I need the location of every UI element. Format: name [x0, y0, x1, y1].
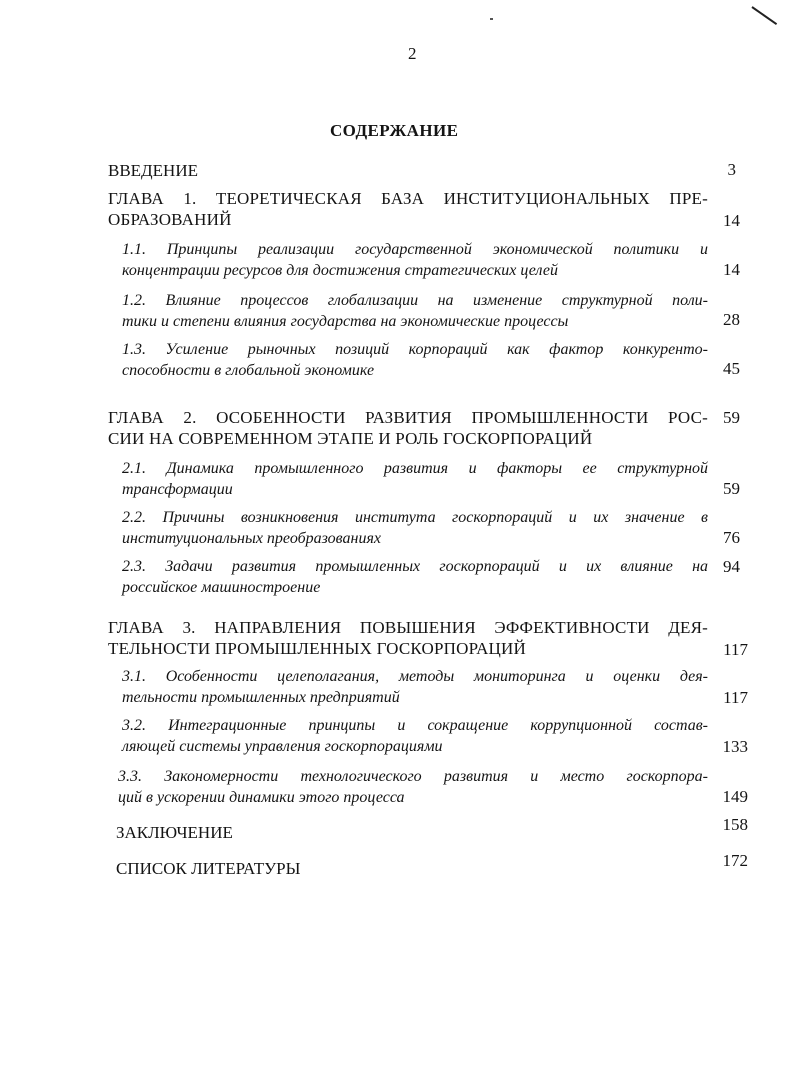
entry-line: ций в ускорении динамики этого процесса [118, 789, 405, 806]
entry-line: российское машиностроение [122, 579, 321, 596]
page-ref: 3 [727, 160, 736, 179]
entry-line: 2.1. Динамика промышленного развития и факторы ее структурной [122, 460, 708, 477]
entry-line: ГЛАВА 3. НАПРАВЛЕНИЯ ПОВЫШЕНИЯ ЭФФЕКТИВНОСТИ ДЕЯ- [108, 618, 708, 637]
page-ref: 94 [723, 557, 740, 576]
entry-line: институциональных преобразованиях [122, 530, 381, 547]
page-ref: 117 [723, 640, 748, 659]
entry-line: 3.3. Закономерности технологического развития и место госкорпора- [118, 768, 708, 785]
entry-line: способности в глобальной экономике [122, 362, 375, 379]
scan-mark [751, 6, 777, 25]
toc-entry-bibliography [116, 858, 300, 879]
entry-line: 3.1. Особенности целеполагания, методы мониторинга и оценки дея- [122, 668, 708, 685]
page-ref: 59 [723, 479, 740, 498]
toc-entry-section-1-1 [122, 239, 708, 281]
toc-entry-section-3-3 [118, 766, 708, 808]
page-ref: 172 [722, 851, 748, 870]
entry-line: тики и степени влияния государства на экономические процессы [122, 313, 569, 330]
entry-line: 2.2. Причины возникновения института госкорпораций и их значение в [122, 509, 708, 526]
page-ref: 76 [723, 528, 740, 547]
page-ref: 149 [722, 787, 748, 806]
page-ref: 45 [723, 359, 740, 378]
toc-entry-section-2-3 [122, 556, 708, 598]
toc-entry-section-3-1 [122, 666, 708, 708]
toc-entry-chapter-2 [108, 407, 708, 449]
entry-line: тельности промышленных предприятий [122, 689, 400, 706]
toc-entry-chapter-3 [108, 617, 708, 659]
page-ref: 14 [723, 260, 740, 279]
entry-text: ВВЕДЕНИЕ [108, 161, 198, 180]
entry-line: 3.2. Интеграционные принципы и сокращение коррупционной состав- [122, 717, 708, 734]
entry-line: ТЕЛЬНОСТИ ПРОМЫШЛЕННЫХ ГОСКОРПОРАЦИЙ [108, 639, 526, 658]
entry-line: 1.2. Влияние процессов глобализации на изменение структурной поли- [122, 292, 708, 309]
scan-speck [490, 18, 493, 20]
entry-line: 1.3. Усиление рыночных позиций корпораций как фактор конкуренто- [122, 341, 708, 358]
page-ref: 59 [723, 408, 740, 427]
toc-entry-conclusion [116, 822, 233, 843]
entry-line: ГЛАВА 1. ТЕОРЕТИЧЕСКАЯ БАЗА ИНСТИТУЦИОНАЛЬНЫХ ПРЕ- [108, 189, 708, 208]
toc-entry-section-2-1 [122, 458, 708, 500]
entry-line: концентрации ресурсов для достижения стратегических целей [122, 262, 558, 279]
toc-entry-section-2-2 [122, 507, 708, 549]
entry-text: ЗАКЛЮЧЕНИЕ [116, 823, 233, 842]
entry-line: 1.1. Принципы реализации государственной экономической политики и [122, 241, 708, 258]
entry-line: 2.3. Задачи развития промышленных госкорпораций и их влияние на [122, 558, 708, 575]
page-ref: 158 [722, 815, 748, 834]
entry-line: ляющей системы управления госкорпорациями [122, 738, 443, 755]
toc-entry-section-3-2 [122, 715, 708, 757]
toc-title: СОДЕРЖАНИЕ [330, 121, 459, 140]
page-ref: 28 [723, 310, 740, 329]
page-ref: 14 [723, 211, 740, 230]
entry-line: СИИ НА СОВРЕМЕННОМ ЭТАПЕ И РОЛЬ ГОСКОРПОРАЦИЙ [108, 429, 593, 448]
page-ref: 117 [723, 688, 748, 707]
page-number: 2 [408, 44, 417, 63]
toc-entry-section-1-3 [122, 339, 708, 381]
entry-line: ГЛАВА 2. ОСОБЕННОСТИ РАЗВИТИЯ ПРОМЫШЛЕННОСТИ РОС- [108, 408, 708, 427]
toc-entry-chapter-1 [108, 188, 708, 230]
entry-line: ОБРАЗОВАНИЙ [108, 210, 232, 229]
entry-text: СПИСОК ЛИТЕРАТУРЫ [116, 859, 301, 878]
page-ref: 133 [722, 737, 748, 756]
toc-entry-introduction [108, 160, 198, 181]
entry-line: трансформации [122, 481, 233, 498]
toc-entry-section-1-2 [122, 290, 708, 332]
